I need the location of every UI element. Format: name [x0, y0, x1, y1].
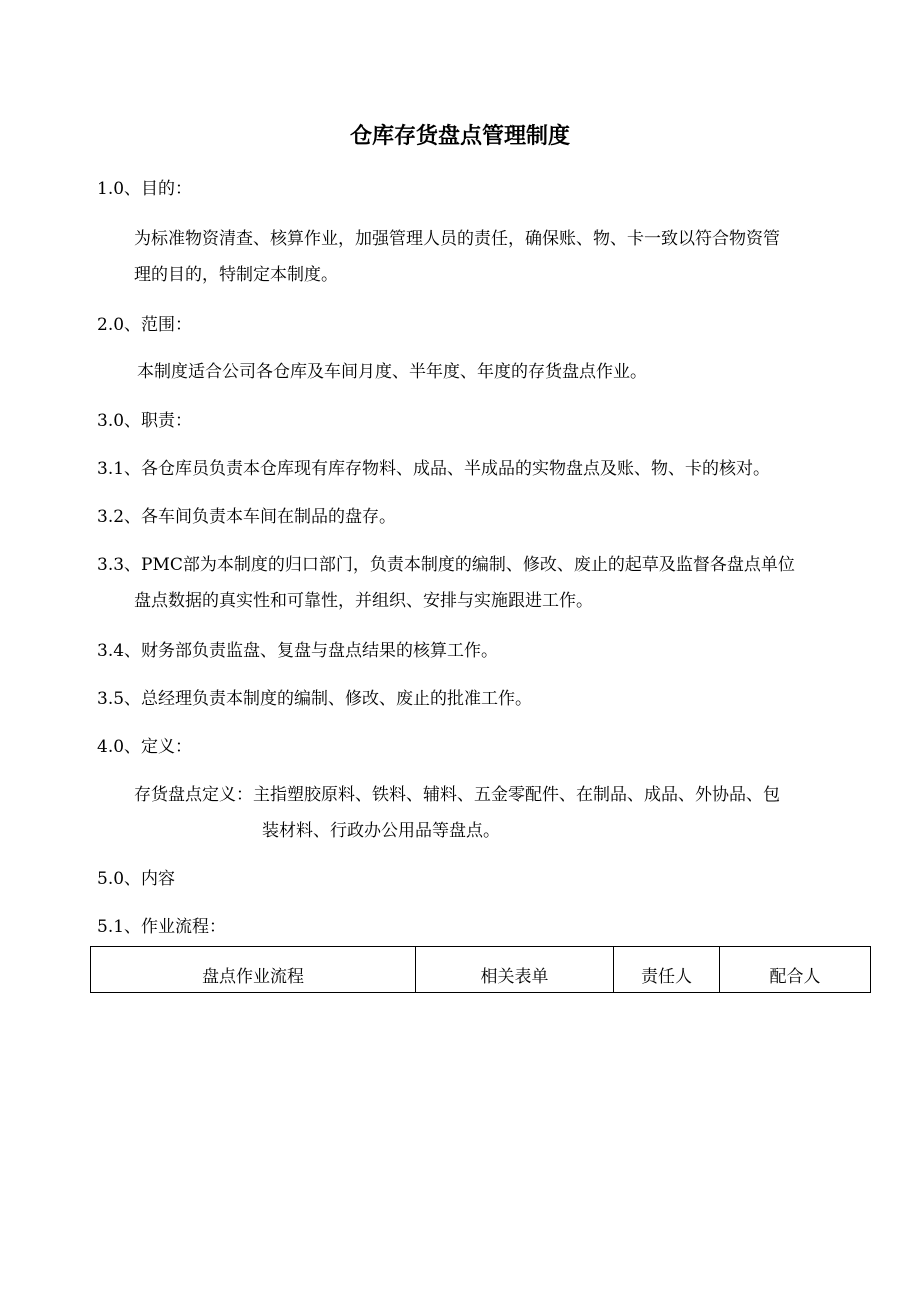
definition-text-line-1: 存货盘点定义：主指塑胶原料、铁料、辅料、五金零配件、在制品、成品、外协品、包: [134, 785, 780, 805]
page-title: 仓库存货盘点管理制度: [349, 123, 570, 149]
table-header-cell: 盘点作业流程: [91, 947, 416, 993]
scope-text: 本制度适合公司各仓库及车间月度、半年度、年度的存货盘点作业。: [137, 362, 647, 382]
purpose-text-line-2: 理的目的，特制定本制度。: [134, 265, 338, 285]
duty-3-5: 3.5、总经理负责本制度的编制、修改、废止的批准工作。: [97, 689, 533, 709]
duty-3-4: 3.4、财务部负责监盘、复盘与盘点结果的核算工作。: [97, 641, 499, 661]
table-header-cell: 配合人: [720, 947, 871, 993]
table-header-row: [91, 947, 871, 993]
purpose-text-line-1: 为标准物资清查、核算作业，加强管理人员的责任，确保账、物、卡一致以符合物资管: [134, 229, 780, 249]
section-purpose-heading: 1.0、目的：: [97, 179, 193, 199]
section-definition-heading: 4.0、定义：: [97, 737, 193, 757]
duty-3-1: 3.1、各仓库员负责本仓库现有库存物料、成品、半成品的实物盘点及账、物、卡的核对。: [97, 459, 771, 479]
workflow-table: [90, 946, 871, 993]
duty-3-3-line-2: 盘点数据的真实性和可靠性，并组织、安排与实施跟进工作。: [134, 591, 593, 611]
section-workflow-heading: 5.1、作业流程：: [97, 917, 227, 937]
definition-text-line-2: 装材料、行政办公用品等盘点。: [262, 821, 500, 841]
section-content-heading: 5.0、内容: [97, 869, 176, 889]
duty-3-3-line-1: 3.3、PMC部为本制度的归口部门，负责本制度的编制、修改、废止的起草及监督各盘点单位: [97, 555, 795, 575]
table-header-cell: 相关表单: [416, 947, 614, 993]
section-scope-heading: 2.0、范围：: [97, 315, 193, 335]
duty-3-2: 3.2、各车间负责本车间在制品的盘存。: [97, 507, 397, 527]
section-duties-heading: 3.0、职责：: [97, 411, 193, 431]
table-header-cell: 责任人: [614, 947, 720, 993]
